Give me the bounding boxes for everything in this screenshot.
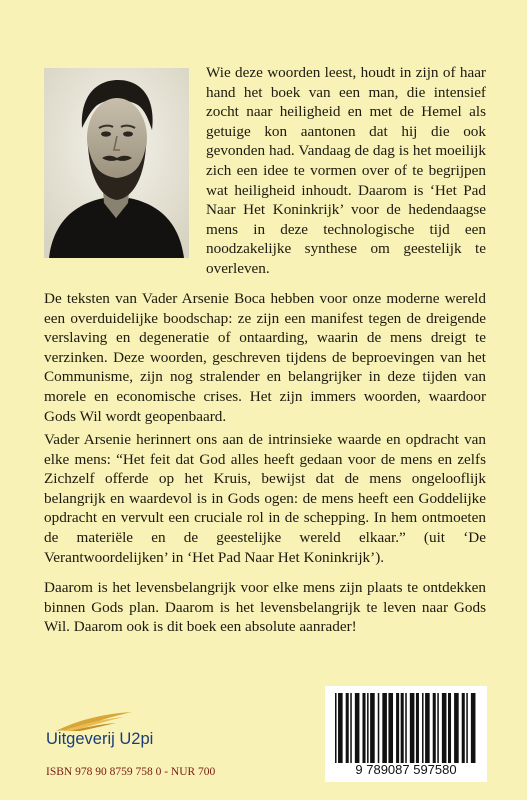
barcode-bar xyxy=(416,693,419,763)
barcode-bar xyxy=(350,693,352,763)
barcode-bar xyxy=(405,693,407,763)
paragraph-opdracht: Vader Arsenie herinnert ons aan de intrinsieke waarde en opdracht van elke mens: “Het feit dat God alles heeft gedaan voor de mens en zelfs Zichzelf offerde op het Kruis, bewijst dat de mens ongelooflijk belangrijk en waardevol is in Gods ogen: de mens heeft een Goddelijke opdracht en vervult een cruciale rol in de schepping. In hem ontmoeten de materiële en de geestelijke wereld elkaar.” (uit ‘De Verantwoordelijken’ in ‘Het Pad Naar Het Koninkrijk’). xyxy=(44,431,486,566)
barcode-bar xyxy=(355,693,360,763)
barcode-bar xyxy=(378,693,380,763)
barcode-bar xyxy=(338,693,343,763)
barcode-bar xyxy=(462,693,465,763)
barcode-bar xyxy=(448,693,451,763)
barcode-bar xyxy=(437,693,439,763)
barcode-bar xyxy=(370,693,375,763)
feather-quill-icon xyxy=(54,710,134,732)
barcode-bar xyxy=(466,693,468,763)
barcode-bar xyxy=(422,693,424,763)
barcode-bar xyxy=(362,693,365,763)
barcode-bar xyxy=(335,693,337,763)
paragraph-boodschap: De teksten van Vader Arsenie Boca hebben voor onze moderne wereld een overduidelijke boodschap: ze zijn een manifest tegen de dreigende verslaving en degeneratie of ontaarding, waarin de mens dreigt te verzinken. Deze woorden, geschreven tijdens de beproevingen van het Communisme, zijn nog stralender en belangrijker in deze tijden van morele en economische crises. Het zijn immers woorden, waardoor Gods Wil wordt geopenbaard. xyxy=(44,290,486,425)
barcode-bars-icon xyxy=(335,693,477,763)
barcode-bar xyxy=(410,693,415,763)
barcode-bar xyxy=(388,693,393,763)
barcode-bar xyxy=(425,693,430,763)
barcode xyxy=(325,686,487,782)
author-portrait xyxy=(44,68,189,258)
barcode-bar xyxy=(396,693,399,763)
barcode-bar xyxy=(367,693,369,763)
barcode-bar xyxy=(471,693,476,763)
barcode-bar xyxy=(433,693,436,763)
barcode-bar xyxy=(382,693,387,763)
intro-text: Wie deze woorden leest, houdt in zijn of haar hand het boek van een man, die intensief zocht naar heiligheid en met de Hemel als getuige kon aantonen dat hij die ook gevonden had. Vandaag de dag is het moeilijk zich een idee te vormen over of te begrijpen wat heiligheid inhoudt. Daarom is ‘Het Pad Naar Het Koninkrijk’ voor de hedendaagse mens in deze technologische tijd een noodzakelijke synthese om geestelijk te overleven. xyxy=(206,64,486,277)
barcode-bar xyxy=(401,693,404,763)
publisher-logo xyxy=(44,710,234,750)
isbn-line: ISBN 978 90 8759 758 0 - NUR 700 xyxy=(46,766,216,778)
barcode-bar xyxy=(442,693,447,763)
publisher-name: Uitgeverij U2pi xyxy=(46,730,154,748)
paragraph-aanrader: Daarom is het levensbelangrijk voor elke mens zijn plaats te ontdekken binnen Gods plan. Daarom is het levensbelangrijk te leven naar Gods Wil. Daarom ook is dit boek een absolute aanrader! xyxy=(44,579,486,636)
barcode-bar xyxy=(346,693,349,763)
portrait-photo-icon xyxy=(44,68,189,258)
barcode-bar xyxy=(454,693,459,763)
barcode-digits: 9 789087 597580 xyxy=(355,762,457,777)
